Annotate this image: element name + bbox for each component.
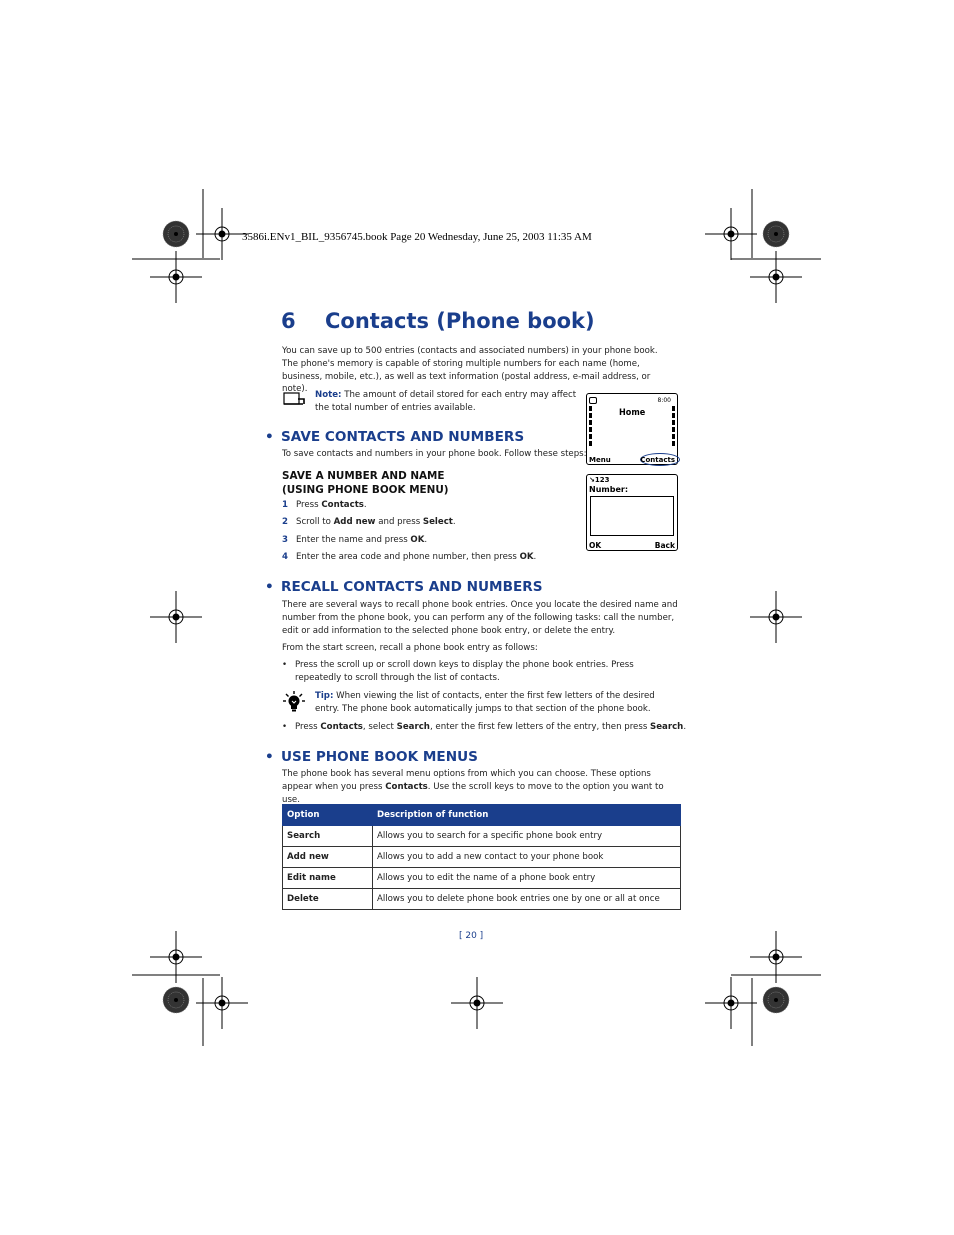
- table-row: [283, 847, 681, 868]
- step-keyword: Add new: [333, 517, 376, 527]
- description-cell: Allows you to delete phone book entries one by one or all at once: [373, 889, 681, 910]
- tip-lightbulb-icon: [283, 690, 305, 712]
- tip-label: Tip:: [315, 691, 334, 701]
- heading-bullet: •: [265, 749, 274, 765]
- note-icon: [283, 392, 305, 406]
- print-header: 3586i.ENv1_BIL_9356745.book Page 20 Wednesday, June 25, 2003 11:35 AM: [242, 231, 592, 243]
- heading-text: SAVE CONTACTS AND NUMBERS: [281, 429, 525, 445]
- option-cell: Add new: [283, 847, 373, 868]
- table-header-row: [283, 805, 681, 826]
- step-keyword: OK: [519, 552, 534, 562]
- note: [315, 389, 577, 415]
- step-text: .: [452, 517, 456, 527]
- step-3: [282, 535, 427, 545]
- step-text: Enter the area code and phone number, then press: [296, 552, 520, 562]
- intro-paragraph: You can save up to 500 entries (contacts and associated numbers) in your phone book. The phone's memory is capable of storing multiple numbers for each name (home, business, mobile, etc.), as well as text information (postal address, e-mail address, or note).: [282, 346, 658, 395]
- step-text: .: [424, 535, 428, 545]
- step-text: and press: [375, 517, 423, 527]
- tip: [315, 690, 681, 716]
- bullet-keyword: Contacts: [320, 722, 363, 732]
- para-text: The phone book has several menu options from which you can choose. These options appear when you press: [282, 769, 651, 792]
- subheading-line2: (USING PHONE BOOK MENU): [282, 484, 449, 496]
- clock: 8:00: [657, 397, 671, 404]
- step-number: 1: [282, 500, 288, 510]
- number-field: [590, 496, 674, 536]
- step-text: Press: [296, 500, 322, 510]
- heading-save-contacts: [265, 429, 524, 445]
- heading-recall-contacts: [265, 579, 543, 595]
- para-text: . Use the scroll keys to move to the option you want to use.: [282, 781, 664, 805]
- option-cell: Edit name: [283, 868, 373, 889]
- note-label: Note:: [315, 390, 342, 400]
- softkey-ok: OK: [589, 541, 602, 550]
- heading-bullet: •: [265, 429, 274, 445]
- step-text: Scroll to: [296, 517, 334, 527]
- bullet-keyword: Search: [396, 722, 430, 732]
- step-number: 4: [282, 552, 288, 562]
- step-1: [282, 500, 367, 510]
- table-row: [283, 889, 681, 910]
- heading-text: USE PHONE BOOK MENUS: [281, 749, 478, 765]
- recall-bullet-2: • Press Contacts, select Search, enter the first few letters of the entry, then press Search.: [282, 722, 687, 732]
- chapter-title-text: Contacts (Phone book): [325, 309, 595, 333]
- bullet-keyword: Search: [650, 722, 684, 732]
- softkey-right: Contacts: [640, 456, 675, 464]
- recall-instruction: From the start screen, recall a phone book entry as follows:: [282, 643, 538, 653]
- step-keyword: Contacts: [321, 500, 364, 510]
- chapter-number: 6: [281, 309, 296, 333]
- column-header-description: Description of function: [373, 805, 681, 826]
- note-text: The amount of detail stored for each entry may affect the total number of entries available.: [315, 390, 577, 413]
- table-row: [283, 826, 681, 847]
- subheading-line1: SAVE A NUMBER AND NAME: [282, 470, 445, 482]
- description-cell: Allows you to edit the name of a phone book entry: [373, 868, 681, 889]
- step-text: .: [363, 500, 367, 510]
- option-cell: Search: [283, 826, 373, 847]
- softkey-left: Menu: [589, 456, 611, 464]
- recall-paragraph: There are several ways to recall phone book entries. Once you locate the desired name and number from the phone book, you can perform any of the following tasks: call the number, edit or add information to the selected phone book entry, or delete the entry.: [282, 600, 678, 636]
- step-number: 3: [282, 535, 288, 545]
- recall-bullet-1: • Press the scroll up or scroll down keys to display the phone book entries. Press repeatedly to scroll through the list of contacts.: [282, 660, 634, 683]
- column-header-option: Option: [283, 805, 373, 826]
- subheading-save-number: [282, 469, 449, 497]
- signal-icon: [589, 397, 597, 404]
- step-4: [282, 552, 536, 562]
- table-row: [283, 868, 681, 889]
- heading-text: RECALL CONTACTS AND NUMBERS: [281, 579, 543, 595]
- page-number: [ 20 ]: [459, 931, 484, 941]
- step-text: .: [533, 552, 537, 562]
- heading-bullet: •: [265, 579, 274, 595]
- bullet-text: Press the scroll up or scroll down keys to display the phone book entries. Press repeatedly to scroll through the list of contacts.: [295, 660, 634, 683]
- bullet-text: , select: [362, 722, 397, 732]
- input-mode: ↘123: [589, 476, 610, 484]
- step-text: Enter the name and press: [296, 535, 411, 545]
- screen-title: Home: [619, 408, 646, 418]
- step-number: 2: [282, 517, 288, 527]
- options-table: [282, 804, 681, 910]
- bullet-text: , enter the first few letters of the entry, then press: [429, 722, 651, 732]
- heading-phone-book-menus: [265, 749, 478, 765]
- signal-bars-icon: [589, 406, 592, 448]
- option-cell: Delete: [283, 889, 373, 910]
- chapter-title: [281, 309, 595, 333]
- para-keyword: Contacts: [385, 781, 428, 792]
- softkey-back: Back: [654, 541, 675, 550]
- battery-bars-icon: [672, 406, 675, 448]
- tip-text: When viewing the list of contacts, enter the first few letters of the desired entry. The phone book automatically jumps to that section of the phone book.: [315, 691, 655, 714]
- step-keyword: Select: [422, 517, 453, 527]
- bullet-text: Press: [295, 722, 321, 732]
- step-2: [282, 517, 456, 527]
- phone-number-screen: [586, 474, 678, 551]
- phone-home-screen: [586, 393, 678, 465]
- description-cell: Allows you to search for a specific phone book entry: [373, 826, 681, 847]
- description-cell: Allows you to add a new contact to your phone book: [373, 847, 681, 868]
- input-mode-text: 123: [594, 476, 610, 484]
- number-label: Number:: [589, 485, 629, 494]
- bullet-text: .: [683, 722, 687, 732]
- step-keyword: OK: [410, 535, 425, 545]
- menus-paragraph: [282, 768, 677, 806]
- save-intro: To save contacts and numbers in your phone book. Follow these steps:: [282, 449, 587, 459]
